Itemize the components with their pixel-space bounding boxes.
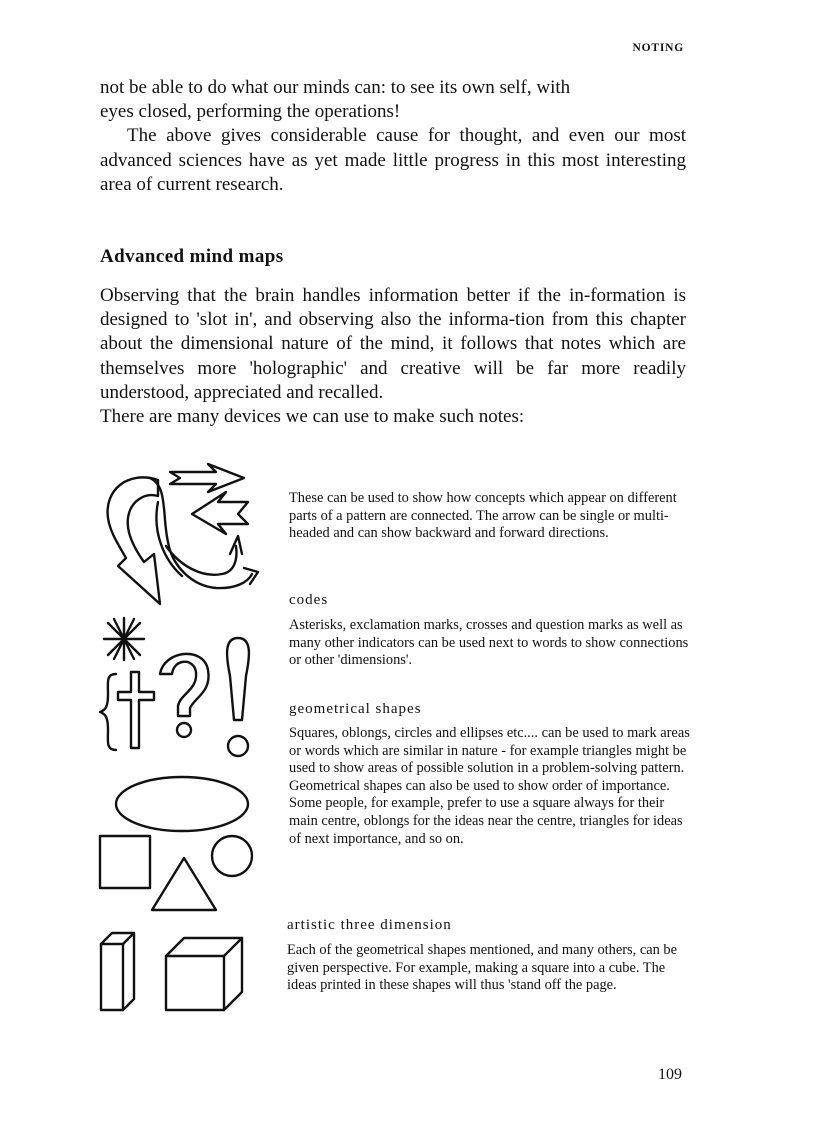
- section-paragraph-2: There are many devices we can use to make such notes:: [100, 406, 525, 428]
- intro-line-1: not be able to do what our minds can: to see its own self, with: [100, 77, 571, 98]
- cube-shape: [166, 938, 242, 1010]
- device-codes-label: codes: [289, 592, 329, 608]
- cross-icon: [118, 672, 154, 748]
- geometric-shapes-icon: [98, 774, 268, 916]
- question-mark-icon: [160, 654, 209, 716]
- ellipse-shape: [116, 777, 248, 831]
- arrows-icon: [98, 462, 268, 610]
- device-geometrical-shapes-label: geometrical shapes: [289, 701, 422, 717]
- three-dimensional-shapes-icon: [98, 930, 258, 1014]
- page-number: 109: [658, 1066, 682, 1083]
- device-codes-description: Asterisks, exclamation marks, crosses and question marks as well as many other indicators can be used next to words to show connections or other 'dimensions'.: [289, 617, 689, 669]
- running-head: NOTING: [632, 42, 684, 54]
- intro-paragraph-2: The above gives considerable cause for thought, and even our most advanced sciences have as yet made little progress in this most interesting area of current research.: [100, 125, 686, 195]
- circle-shape: [212, 836, 252, 876]
- intro-line-2: eyes closed, performing the operations!: [100, 101, 401, 123]
- intro-text: [100, 76, 686, 197]
- asterisk-icon: [104, 618, 144, 660]
- section-paragraph-1: Observing that the brain handles information better if the in-formation is designed to 'slot in', and observing also the informa-tion from this chapter about the dimensional nature of the mind, it follows that notes which are themselves more 'holographic' and creative will be far more readily understood, appreciated and recalled.: [100, 285, 686, 403]
- triangle-shape: [152, 858, 216, 910]
- device-3d-description: Each of the geometrical shapes mentioned, and many others, can be given perspective. For example, making a square into a cube. The ideas printed in these shapes will thus 'stand off the page.: [287, 942, 678, 994]
- device-geometrical-shapes-description: Squares, oblongs, circles and ellipses etc.... can be used to mark areas or words which are similar in nature - for example triangles might be used to show areas of possible solution in a problem-solving pattern. Geometrical shapes can also be used to show order of importance. Some people, for example, prefer to use a square always for their main centre, oblongs for the ideas near the centre, triangles for ideas of next importance, and so on.: [289, 725, 690, 847]
- curly-brace-icon: [100, 674, 116, 750]
- device-3d-label: artistic three dimension: [287, 917, 452, 933]
- device-arrows-description: These can be used to show how concepts which appear on different parts of a pattern are connected. The arrow can be single or multi-headed and can show backward and forward directions.: [289, 490, 677, 542]
- square-shape: [100, 836, 150, 888]
- oblong-prism-shape: [101, 933, 134, 1010]
- codes-symbols-icon: [98, 612, 268, 762]
- exclamation-mark-icon: [227, 638, 249, 720]
- section-body: [100, 284, 686, 429]
- section-heading: Advanced mind maps: [100, 246, 284, 267]
